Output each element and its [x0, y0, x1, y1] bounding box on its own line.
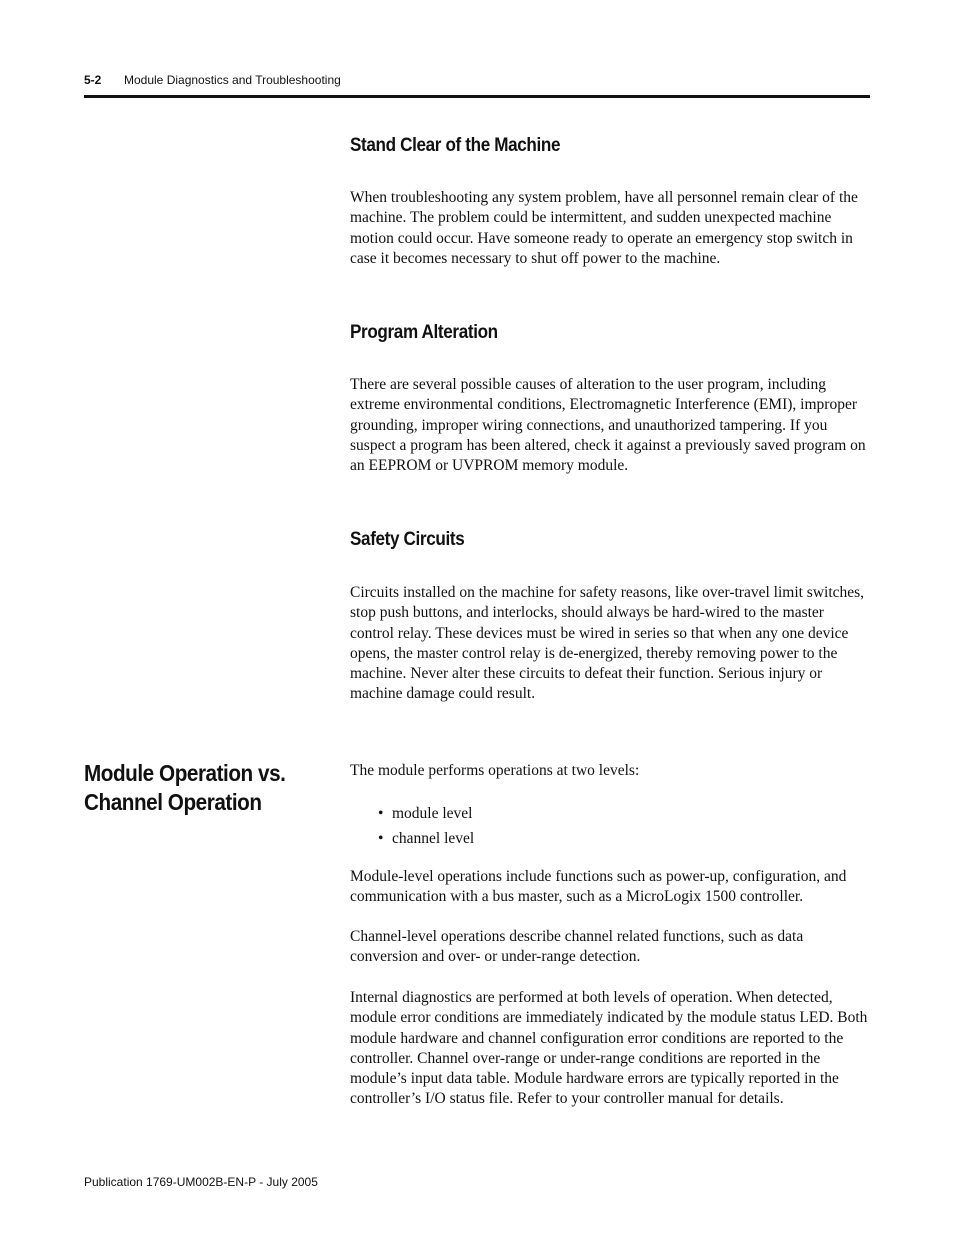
- module-para-1: Module-level operations include functions such as power-up, configuration, and communication with a bus master, such as a MicroLogix 1500 controller.: [350, 868, 847, 906]
- chapter-title: Module Diagnostics and Troubleshooting: [124, 73, 341, 87]
- section-body: When troubleshooting any system problem, have all personnel remain clear of the machine. The problem could be intermittent, and sudden unexpected machine motion could occur. Have someone ready to operate an emergency stop switch in case it becomes necessary to shut off power to the machine.: [350, 189, 858, 267]
- publication-footer: Publication 1769-UM002B-EN-P - July 2005: [84, 1175, 318, 1189]
- module-para-2: Channel-level operations describe channel related functions, such as data conversion and over- or under-range detection.: [350, 928, 804, 966]
- bullet-item: • module level: [378, 801, 474, 826]
- module-para-3: Internal diagnostics are performed at both levels of operation. When detected, module error conditions are immediately indicated by the module status LED. Both module hardware and channel configuration error conditions are reported to the controller. Channel over-range or under-range conditions are reported in the module’s input data table. Module hardware errors are typically reported in the controller’s I/O status file. Refer to your controller manual for details.: [350, 989, 868, 1108]
- module-intro: The module performs operations at two levels:: [350, 762, 640, 779]
- page-number: 5-2: [84, 73, 102, 87]
- header-rule: [84, 95, 870, 98]
- module-operation-heading: [84, 759, 285, 817]
- section-heading: Safety Circuits: [350, 529, 465, 550]
- bullet-list: [378, 801, 474, 851]
- heading-line: Channel Operation: [84, 789, 262, 815]
- section-body: Circuits installed on the machine for safety reasons, like over-travel limit switches, stop push buttons, and interlocks, should always be hard-wired to the master control relay. These devices must be wired in series so that when any one device opens, the master control relay is de-energized, thereby removing power to the machine. Never alter these circuits to defeat their function. Serious injury or machine damage could result.: [350, 584, 865, 703]
- bullet-item: • channel level: [378, 826, 474, 851]
- section-heading: Program Alteration: [350, 322, 498, 343]
- section-heading: Stand Clear of the Machine: [350, 135, 561, 156]
- heading-line: Module Operation vs.: [84, 760, 286, 786]
- section-body: There are several possible causes of alteration to the user program, including extreme environmental conditions, Electromagnetic Interference (EMI), improper grounding, improper wiring connections, and unauthorized tampering. If you suspect a program has been altered, check it against a previously saved program on an EEPROM or UVPROM memory module.: [350, 376, 866, 475]
